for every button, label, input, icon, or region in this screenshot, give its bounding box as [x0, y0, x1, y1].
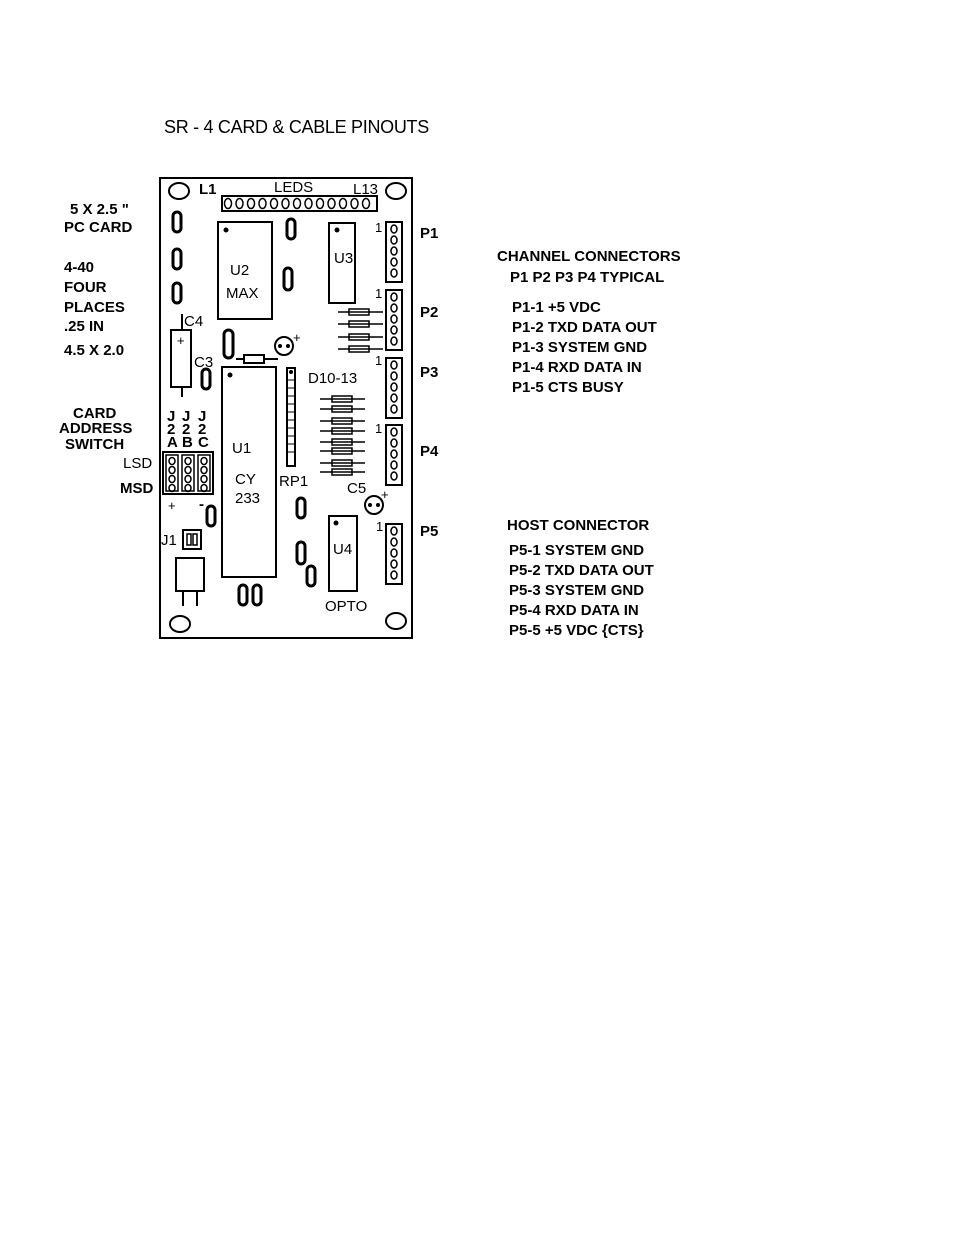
svg-text:J: J: [198, 408, 207, 425]
label-max: MAX: [226, 285, 259, 302]
j2-labels: [167, 408, 209, 451]
channel-pin-4: P1-4 RXD DATA IN: [512, 359, 642, 376]
note-mount-spacing: 4.5 X 2.0: [64, 342, 125, 359]
note-mounting-1: 4-40: [64, 259, 95, 276]
pin1-marker-p2: 1: [375, 286, 383, 301]
jumper-j1: [183, 530, 201, 549]
connector-p1: [386, 222, 402, 282]
note-address-2: ADDRESS: [59, 420, 133, 437]
port-label-p3: P3: [420, 364, 439, 381]
label-l13: L13: [353, 181, 379, 198]
svg-text:C: C: [198, 434, 209, 451]
label-c4-plus: +: [177, 333, 185, 348]
label-switch-minus: -: [199, 496, 204, 513]
led-strip-leds: [225, 199, 370, 209]
resistor: [244, 355, 264, 363]
host-pin-2: P5-2 TXD DATA OUT: [509, 562, 654, 579]
pin1-marker-p1: 1: [375, 220, 383, 235]
svg-text:2: 2: [167, 421, 176, 438]
led-power: [275, 337, 293, 355]
label-d10-13: D10-13: [308, 370, 358, 387]
svg-text:2: 2: [198, 421, 207, 438]
connector-p4: [386, 425, 402, 485]
host-pin-1: P5-1 SYSTEM GND: [509, 542, 645, 559]
note-card-size-1: 5 X 2.5 ": [70, 201, 129, 218]
note-msd: MSD: [120, 480, 154, 497]
host-pin-5: P5-5 +5 VDC {CTS}: [509, 622, 644, 639]
label-j1: J1: [161, 532, 177, 549]
label-l1: L1: [199, 181, 217, 198]
channel-legend-subheading: P1 P2 P3 P4 TYPICAL: [510, 269, 665, 286]
connector-p3: [386, 358, 402, 418]
label-u4: U4: [333, 541, 353, 558]
pin1-marker-p3: 1: [375, 353, 383, 368]
label-c5: C5: [347, 480, 367, 497]
port-label-p2: P2: [420, 304, 439, 321]
label-u2: U2: [230, 262, 250, 279]
svg-text:2: 2: [182, 421, 191, 438]
mounting-hole-bottom-right: [386, 613, 406, 629]
label-u1: U1: [232, 440, 252, 457]
mounting-hole-top-left: [169, 183, 189, 199]
diodes-d10-13: [320, 396, 365, 475]
note-mounting-4: .25 IN: [64, 318, 105, 335]
label-opto: OPTO: [325, 598, 368, 615]
svg-text:J: J: [182, 408, 191, 425]
svg-text:A: A: [167, 434, 178, 451]
svg-text:B: B: [182, 434, 193, 451]
note-mounting-2: FOUR: [64, 279, 107, 296]
connector-p5: [386, 524, 402, 584]
channel-pin-2: P1-2 TXD DATA OUT: [512, 319, 657, 336]
voltage-regulator: [176, 558, 204, 591]
label-cy: CY: [235, 471, 256, 488]
port-label-p4: P4: [420, 443, 439, 460]
resistor-pack-rp1: [287, 368, 295, 466]
host-legend-heading: HOST CONNECTOR: [507, 517, 650, 534]
diodes-p2: [338, 309, 383, 352]
channel-pin-5: P1-5 CTS BUSY: [512, 379, 624, 396]
note-mounting-3: PLACES: [64, 299, 125, 316]
mounting-hole-bottom-left: [170, 616, 190, 632]
address-switch-pins: [166, 455, 210, 492]
label-c3: C3: [194, 354, 214, 371]
port-label-p1: P1: [420, 225, 439, 242]
note-address-3: SWITCH: [65, 436, 125, 453]
host-pin-3: P5-3 SYSTEM GND: [509, 582, 645, 599]
label-u3: U3: [334, 250, 354, 267]
note-address-1: CARD: [73, 405, 117, 422]
label-rp1: RP1: [279, 473, 309, 490]
label-led-plus: +: [293, 330, 301, 345]
channel-pin-3: P1-3 SYSTEM GND: [512, 339, 648, 356]
channel-pin-1: P1-1 +5 VDC: [512, 299, 601, 316]
port-label-p5: P5: [420, 523, 439, 540]
label-leds: LEDS: [274, 179, 314, 196]
host-pin-4: P5-4 RXD DATA IN: [509, 602, 639, 619]
channel-legend-heading: CHANNEL CONNECTORS: [497, 248, 681, 265]
page-title: SR - 4 CARD & CABLE PINOUTS: [164, 117, 429, 137]
label-switch-plus: +: [168, 498, 176, 513]
label-c5-plus: +: [381, 487, 389, 502]
pin1-marker-p4: 1: [375, 421, 383, 436]
label-c4: C4: [184, 313, 204, 330]
pin1-marker-p5: 1: [376, 519, 384, 534]
svg-text:J: J: [167, 408, 176, 425]
label-cy-number: 233: [235, 490, 261, 507]
connector-p2: [386, 290, 402, 350]
note-lsd: LSD: [123, 455, 153, 472]
mounting-hole-top-right: [386, 183, 406, 199]
note-card-size-2: PC CARD: [64, 219, 133, 236]
